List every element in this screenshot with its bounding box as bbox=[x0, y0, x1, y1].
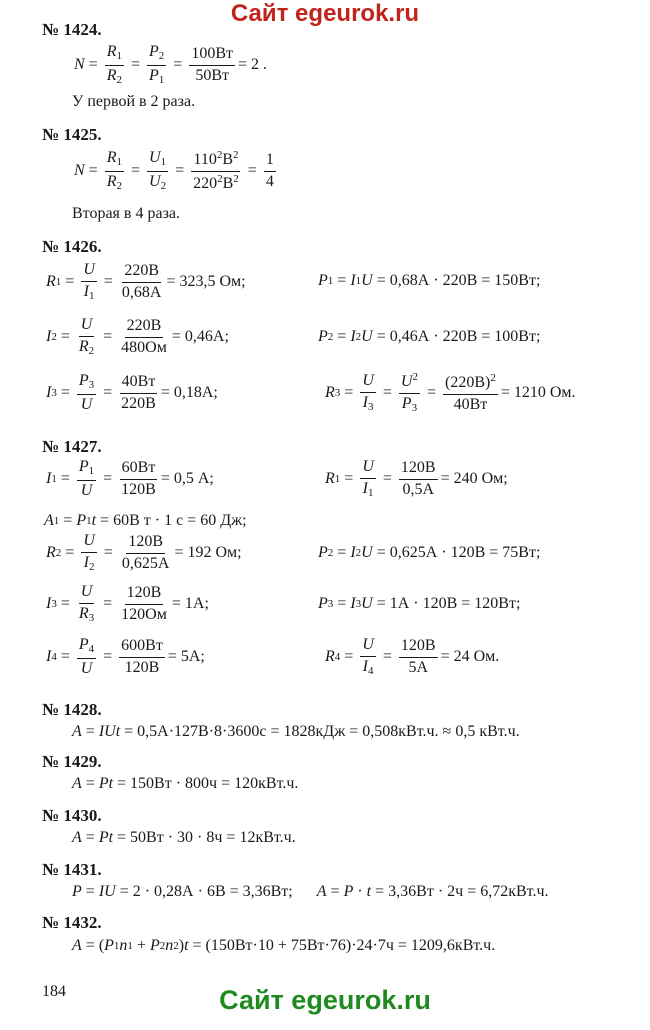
problem-1424-answer: У первой в 2 раза. bbox=[72, 93, 196, 110]
problem-1429-title: № 1429. bbox=[42, 752, 102, 771]
problem-1428-title: № 1428. bbox=[42, 700, 102, 719]
problem-1427-eq-r1: R 1 = $\frac{U}{I_1}$ = $\frac{120В}{0,5А}$ = 240 Ом; bbox=[325, 458, 508, 499]
problem-1427-eq-p3: P 3 = I 3 U = 1А · 120В = 120Вт; bbox=[318, 595, 521, 612]
problem-1431-formula: P = IU = 2 · 0,28А · 6В = 3,36Вт; A = P · t = 3,36Вт · 2ч = 6,72кВт.ч. bbox=[72, 883, 549, 900]
problem-1424-title: № 1424. bbox=[42, 20, 102, 39]
problem-1424-formula: N = $\frac{R_1}{R_2}$ = $\frac{P_2}{P_1}$ = $\frac{100Вт}{50Вт}$ = 2 . bbox=[74, 43, 268, 86]
problem-1425-title: № 1425. bbox=[42, 125, 102, 144]
problem-1426-eq-p1: P 1 = I 1 U = 0,68А · 220В = 150Вт; bbox=[318, 272, 541, 289]
problem-1426-eq-i3: I 3 = $\frac{P_3}{U}$ = $\frac{40Вт}{220В}$ = 0,18А; bbox=[46, 372, 218, 413]
problem-1427-eq-i1: I 1 = $\frac{P_1}{U}$ = $\frac{60Вт}{120В}$ = 0,5 А; bbox=[46, 458, 214, 499]
problem-1427-eq-p2: P 2 = I 2 U = 0,625А · 120В = 75Вт; bbox=[318, 544, 541, 561]
problem-1426-eq-r3: R 3 = $\frac{U}{I_3}$ = $\frac{U^2}{P_3}$ = $\frac{(220В)^2}{40Вт}$ = 1210 Ом. bbox=[325, 371, 576, 414]
problem-1429-formula: A = Pt = 150Вт · 800ч = 120кВт.ч. bbox=[72, 775, 299, 792]
problem-1427-eq-i4: I 4 = $\frac{P_4}{U}$ = $\frac{600Вт}{120В}$ = 5А; bbox=[46, 636, 205, 677]
header-site-watermark: Сайт egeurok.ru bbox=[230, 0, 420, 27]
problem-1432-title: № 1432. bbox=[42, 913, 102, 932]
problem-1430-formula: A = Pt = 50Вт · 30 · 8ч = 12кВт.ч. bbox=[72, 829, 296, 846]
problem-1427-title: № 1427. bbox=[42, 437, 102, 456]
page-number: 184 bbox=[42, 983, 66, 1000]
problem-1432-formula: A = ( P 1 n 1 + P 2 n 2 ) t = (150Вт·10 + 75Вт·76)·24·7ч = 1209,6кВт.ч. bbox=[72, 937, 496, 954]
footer-site-watermark: Сайт egeurok.ru bbox=[219, 985, 431, 1015]
problem-1426-title: № 1426. bbox=[42, 237, 102, 256]
problem-1426-eq-r1: R 1 = $\frac{U}{I_1}$ = $\frac{220В}{0,68А}$ = 323,5 Ом; bbox=[46, 261, 246, 302]
problem-1426-eq-i2: I 2 = $\frac{U}{R_2}$ = $\frac{220В}{480Ом}$ = 0,46А; bbox=[46, 316, 229, 357]
problem-1428-formula: A = IUt = 0,5А·127В·8·3600с = 1828кДж = 0,508кВт.ч. ≈ 0,5 кВт.ч. bbox=[72, 723, 520, 740]
problem-1431-title: № 1431. bbox=[42, 860, 102, 879]
problem-1425-answer: Вторая в 4 раза. bbox=[72, 205, 180, 222]
problem-1426-eq-p2: P 2 = I 2 U = 0,46А · 220В = 100Вт; bbox=[318, 328, 541, 345]
problem-1427-eq-r2: R 2 = $\frac{U}{I_2}$ = $\frac{120В}{0,625А}$ = 192 Ом; bbox=[46, 532, 242, 573]
problem-1430-title: № 1430. bbox=[42, 806, 102, 825]
problem-1427-eq-i3: I 3 = $\frac{U}{R_3}$ = $\frac{120В}{120Ом}$ = 1А; bbox=[46, 583, 209, 624]
problem-1425-formula: N = $\frac{R_1}{R_2}$ = $\frac{U_1}{U_2}$ = $\frac{110^2В^2}{220^2В^2}$ = $\frac{1}{4}$ bbox=[74, 149, 274, 192]
problem-1427-eq-a1: A 1 = P 1 t = 60В т · 1 с = 60 Дж; bbox=[44, 512, 247, 529]
problem-1427-eq-r4: R 4 = $\frac{U}{I_4}$ = $\frac{120В}{5А}$ = 24 Ом. bbox=[325, 636, 500, 677]
